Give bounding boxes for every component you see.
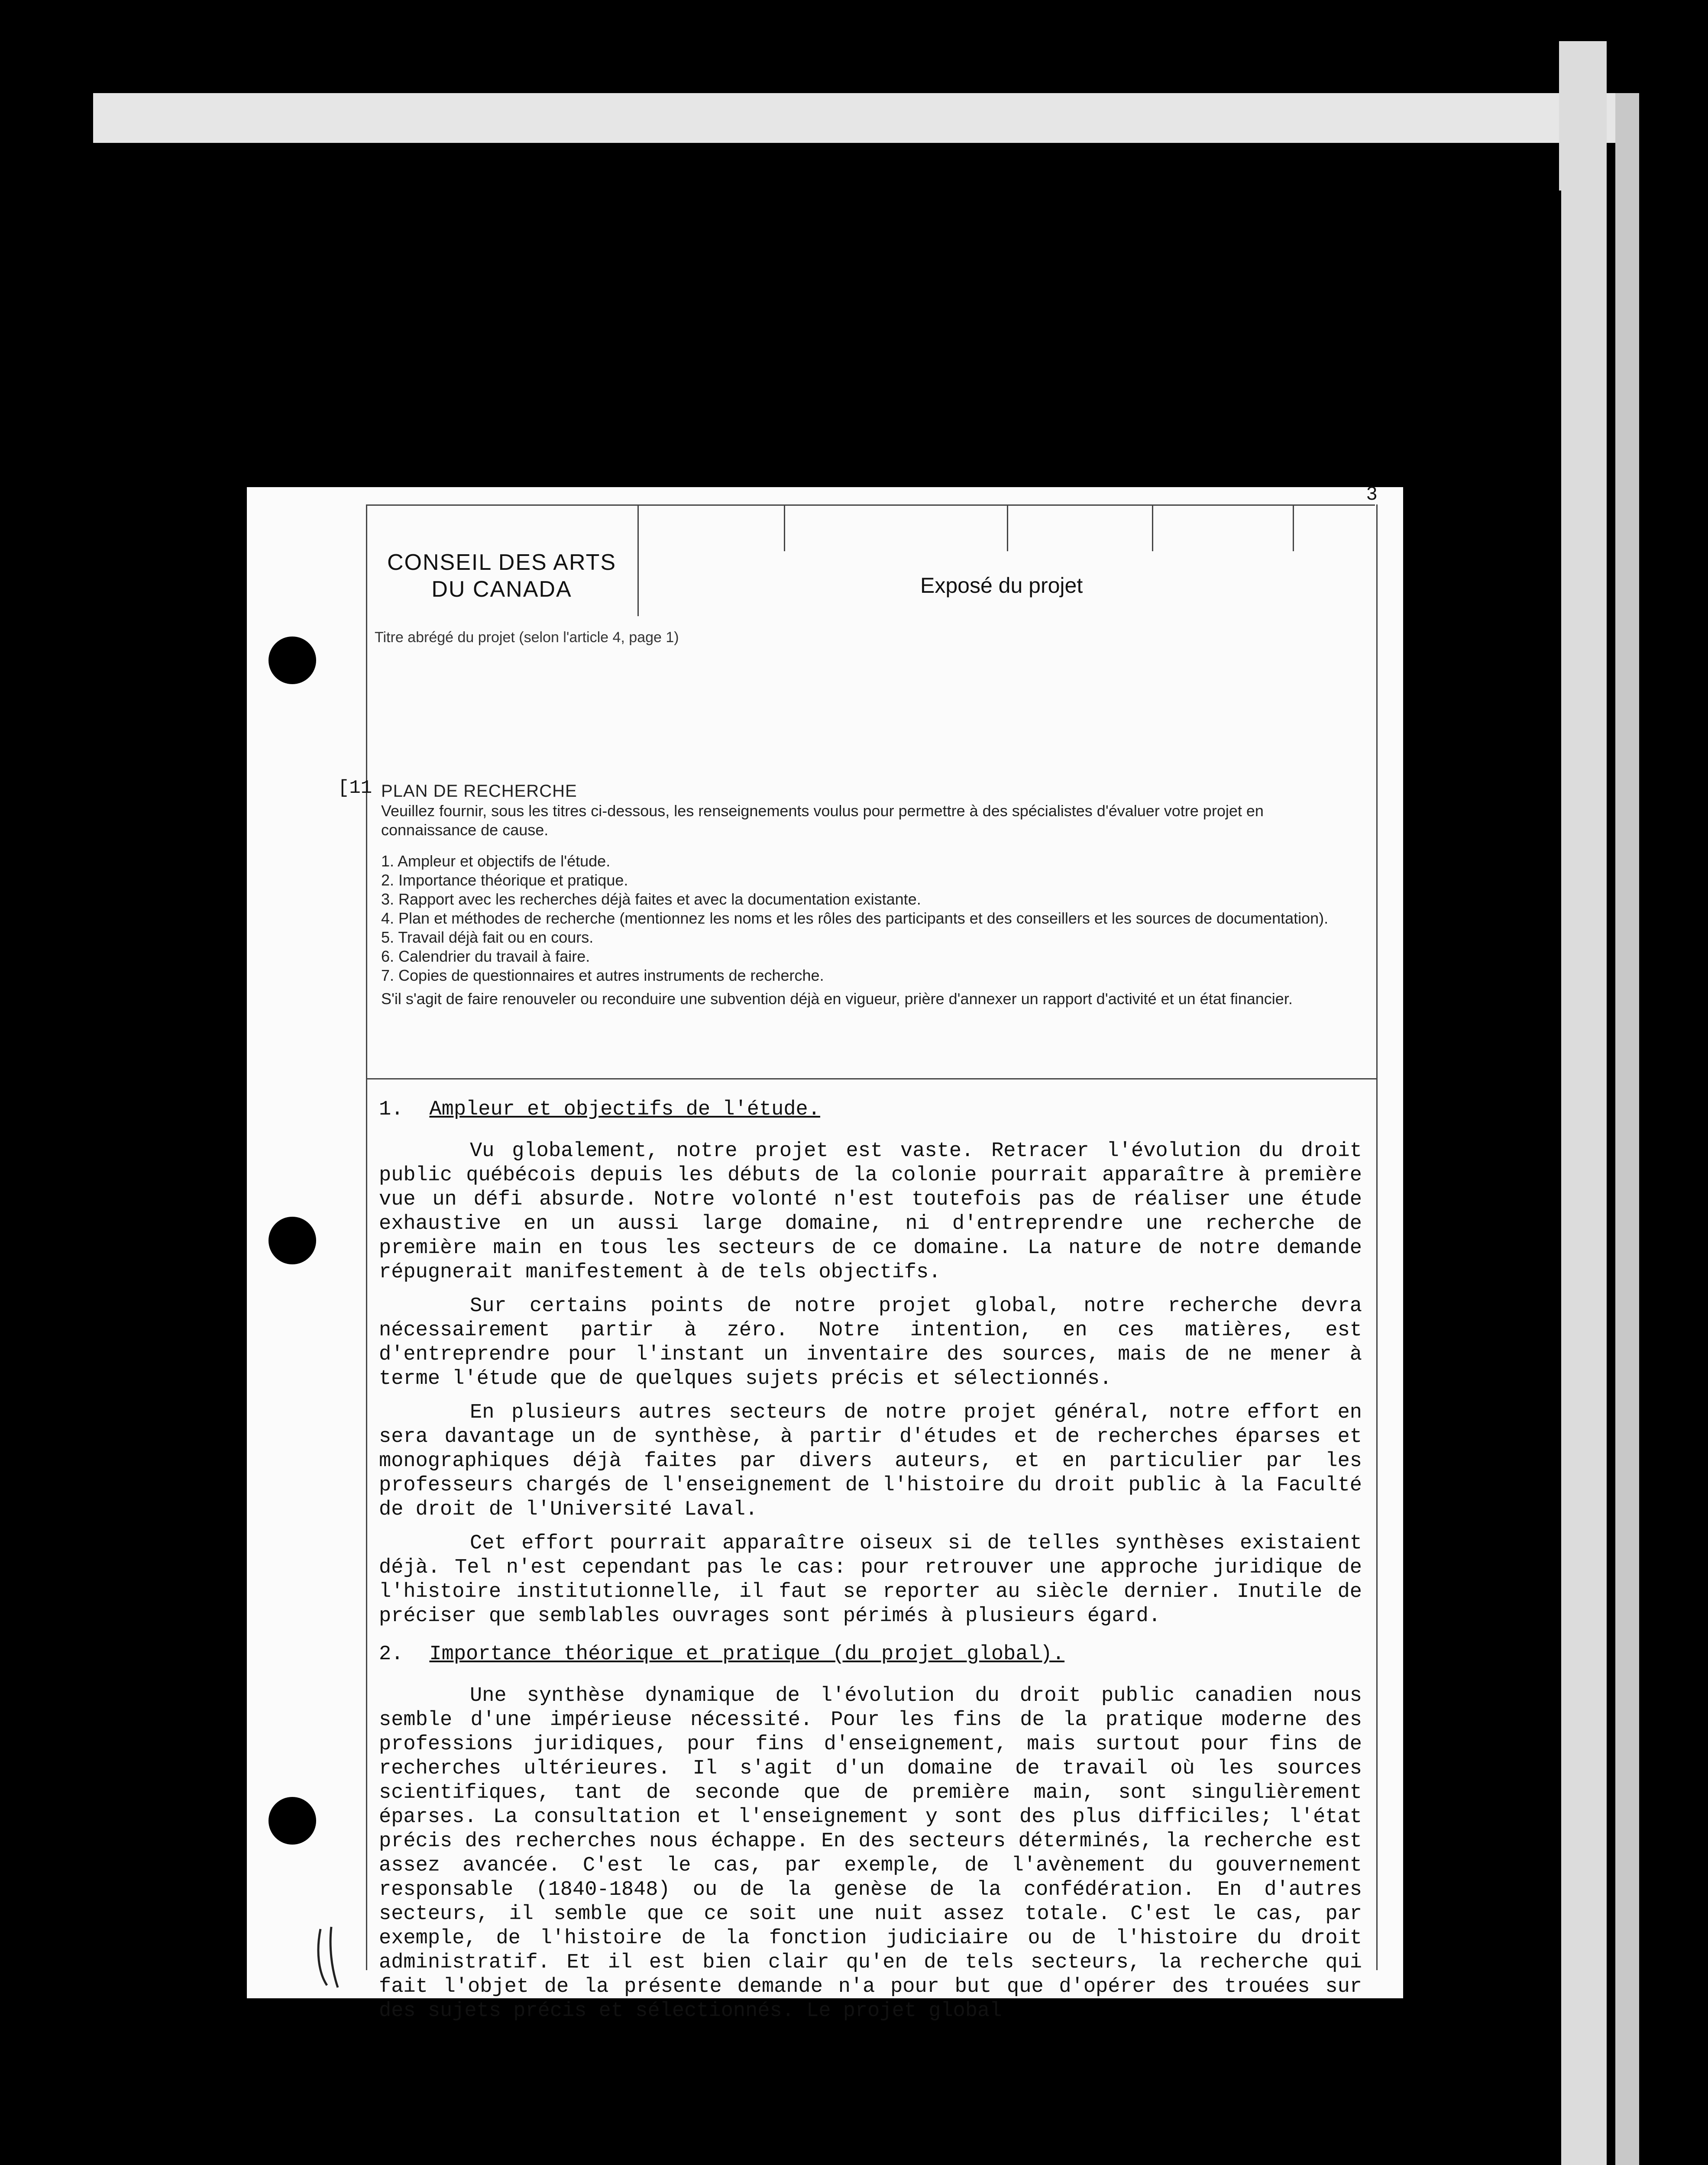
header-tick <box>1293 506 1294 551</box>
film-strip-top <box>93 93 1622 143</box>
plan-item: 2. Importance théorique et pratique. <box>381 871 628 889</box>
binder-hole <box>268 1217 316 1264</box>
plan-item: 7. Copies de questionnaires et autres instruments de recherche. <box>381 966 824 984</box>
plan-item: 4. Plan et méthodes de recherche (mentionnez les noms et les rôles des participants et des conseillers et les sources de documentation). <box>381 909 1329 927</box>
council-name-line2: DU CANADA <box>431 577 572 602</box>
plan-item: 1. Ampleur et objectifs de l'étude. <box>381 852 611 870</box>
section1-title: Ampleur et objectifs de l'étude. <box>429 1098 820 1121</box>
document-page <box>247 483 1403 2023</box>
section1-number: 1. <box>379 1098 404 1121</box>
section1-heading <box>379 1098 1362 1122</box>
council-box <box>366 506 639 616</box>
header-tick <box>1152 506 1153 551</box>
film-edge-right <box>1559 41 1607 2165</box>
section1-paragraph: Cet effort pourrait apparaître oiseux si de telles synthèses existaient déjà. Tel n'est cependant pas le cas: pour retrouver une approche juridique de l'histoire institutionnelle, il faut se reporter au siècle dernier. Inutile de préciser que semblables ouvrages sont périmés à plusieurs égard. <box>379 1532 1362 1628</box>
section-divider <box>366 1078 1376 1079</box>
handwritten-margin-mark <box>312 1925 346 1990</box>
research-plan-instructions <box>381 782 1360 1008</box>
section1-paragraph: En plusieurs autres secteurs de notre projet général, notre effort en sera davantage un de synthèse, à partir d'études et de recherches éparses et monographiques déjà faites par divers auteurs, et en particulier par les professeurs chargés de l'enseignement de l'histoire du droit public à la Faculté de droit de l'Université Laval. <box>379 1401 1362 1521</box>
council-name-line1: CONSEIL DES ARTS <box>387 550 617 575</box>
section-marker: [11 <box>338 777 372 799</box>
binder-hole <box>268 1797 316 1845</box>
page-number: 3 <box>1366 483 1377 504</box>
section2-number: 2. <box>379 1643 404 1666</box>
document-type-label: Exposé du projet <box>920 573 1083 598</box>
section2-heading <box>379 1642 1362 1667</box>
renewal-note: S'il s'agit de faire renouveler ou reconduire une subvention déjà en vigueur, prière d'annexer un rapport d'activité et un état financier. <box>381 990 1293 1008</box>
plan-item-list <box>381 852 1360 985</box>
short-title-label: Titre abrégé du projet (selon l'article 4, page 1) <box>375 629 679 646</box>
typed-body <box>379 1098 1362 2033</box>
section2-paragraph: Une synthèse dynamique de l'évolution du droit public canadien nous semble d'une impérieuse nécessité. Pour les fins de la pratique moderne des professions juridiques, pour fins d'enseignement, mais surtout pour fins de recherches ultérieures. Il s'agit d'un domaine de travail où les sources scientifiques, tant de seconde que de première main, sont singulièrement éparses. La consultation et l'enseignement y sont des plus difficiles; l'état précis des recherches nous échappe. En des secteurs déterminés, la recherche est assez avancée. C'est le cas, par exemple, de l'avènement du gouvernement responsable (1840-1848) ou de la genèse de la confédération. En d'autres secteurs, il semble que ce soit une nuit assez totale. C'est le cas, par exemple, de l'histoire de la fonction judiciaire ou de l'histoire du droit administratif. Et il est bien clair qu'en de tels secteurs, la recherche qui fait l'objet de la présente demande n'a pour but que d'opérer des trouées sur des sujets précis et sélectionnés. Le projet global <box>379 1684 1362 2023</box>
plan-item: 6. Calendrier du travail à faire. <box>381 947 590 965</box>
section2-title: Importance théorique et pratique (du projet global). <box>429 1643 1065 1666</box>
plan-item: 3. Rapport avec les recherches déjà faites et avec la documentation existante. <box>381 890 921 908</box>
plan-item: 5. Travail déjà fait ou en cours. <box>381 928 594 946</box>
film-edge-right-secondary <box>1615 93 1639 2165</box>
section1-paragraph: Vu globalement, notre projet est vaste. Retracer l'évolution du droit public québécois depuis les débuts de la colonie pourrait apparaître à première vue un défi absurde. Notre volonté n'est toutefois pas de réaliser une étude exhaustive en un aussi large domaine, ni d'entreprendre une recherche de première main en tous les secteurs de ce domaine. La nature de notre demande répugnerait manifestement à de tels objectifs. <box>379 1140 1362 1284</box>
binder-hole <box>268 637 316 684</box>
header-tick <box>784 506 785 551</box>
header-tick <box>1007 506 1008 551</box>
plan-intro: Veuillez fournir, sous les titres ci-dessous, les renseignements voulus pour permettre à des spécialistes d'évaluer votre projet en connaissance de cause. <box>381 802 1264 839</box>
section1-paragraph: Sur certains points de notre projet global, notre recherche devra nécessairement partir à zéro. Notre intention, en ces matières, est d'entreprendre pour l'instant un inventaire des sources, mais de ne mener à terme l'étude que de quelques sujets précis et sélectionnés. <box>379 1295 1362 1390</box>
plan-title: PLAN DE RECHERCHE <box>381 782 577 801</box>
form-header <box>366 504 1375 646</box>
